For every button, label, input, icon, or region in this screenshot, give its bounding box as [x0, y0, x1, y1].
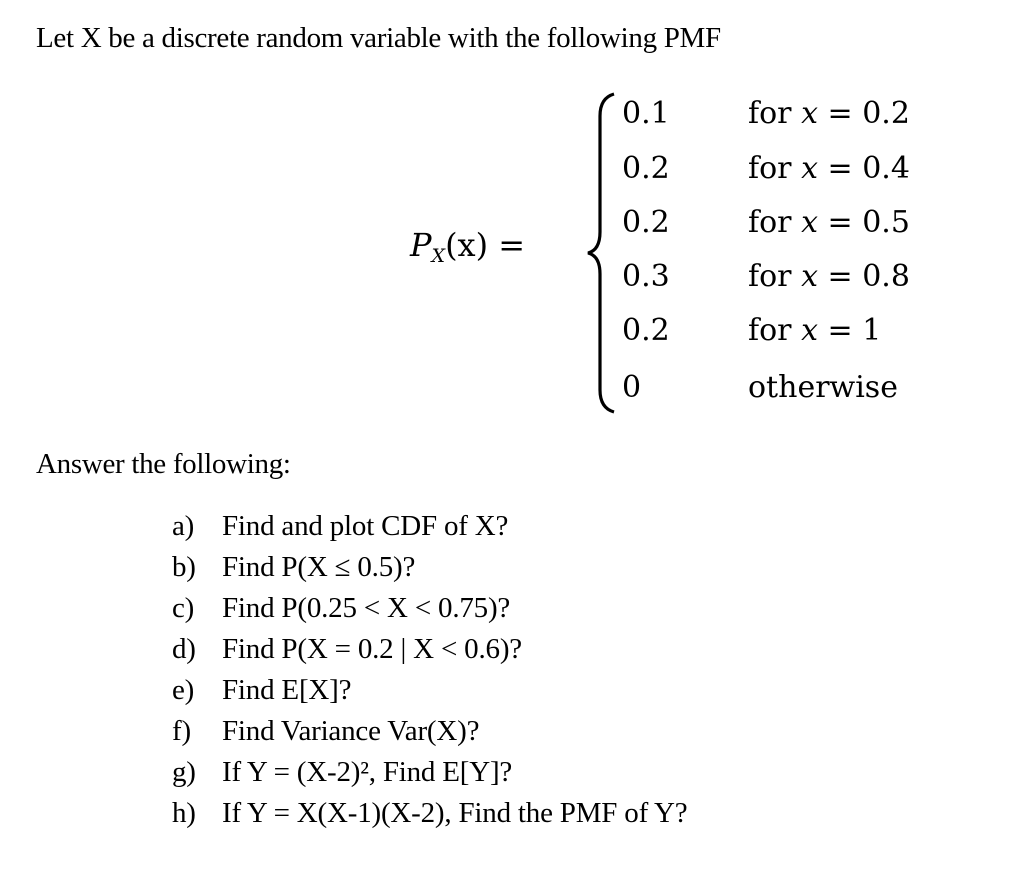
pmf-case-row — [0, 151, 1024, 191]
left-brace — [584, 92, 618, 414]
pmf-symbol: P — [410, 226, 432, 264]
question-text: If Y = (X-2)², Find E[Y]? — [222, 756, 513, 788]
question-letter: a) — [172, 510, 195, 542]
question-letter: h) — [172, 797, 196, 829]
question-letter: d) — [172, 633, 196, 665]
case-condition: for x = 1 — [748, 313, 882, 348]
case-value: 0.2 — [622, 205, 670, 240]
intro-text: Let X be a discrete random variable with the following PMF — [36, 22, 721, 54]
question-letter: c) — [172, 592, 195, 624]
question-letter: b) — [172, 551, 196, 583]
case-value: 0.3 — [622, 259, 670, 294]
pmf-case-row — [0, 205, 1024, 245]
pmf-case-row — [0, 313, 1024, 353]
question-text: Find and plot CDF of X? — [222, 510, 509, 542]
case-condition: for x = 0.5 — [748, 205, 910, 240]
question-text: Find P(X ≤ 0.5)? — [222, 551, 416, 583]
case-value: 0.2 — [622, 313, 670, 348]
pmf-case-row — [0, 259, 1024, 299]
case-condition: otherwise — [748, 370, 898, 405]
question-text: Find P(0.25 < X < 0.75)? — [222, 592, 511, 624]
case-value: 0.2 — [622, 151, 670, 186]
question-text: Find E[X]? — [222, 674, 352, 706]
pmf-argument: (x) = — [445, 226, 526, 264]
pmf-subscript: X — [431, 245, 446, 267]
question-letter: e) — [172, 674, 195, 706]
question-text: Find Variance Var(X)? — [222, 715, 480, 747]
question-text: If Y = X(X-1)(X-2), Find the PMF of Y? — [222, 797, 688, 829]
question-letter: f) — [172, 715, 191, 747]
case-value: 0 — [622, 370, 642, 405]
question-letter: g) — [172, 756, 196, 788]
pmf-case-row — [0, 96, 1024, 136]
case-condition: for x = 0.4 — [748, 151, 910, 186]
case-value: 0.1 — [622, 96, 670, 131]
case-condition: for x = 0.2 — [748, 96, 910, 131]
question-text: Find P(X = 0.2 | X < 0.6)? — [222, 633, 522, 665]
answer-heading: Answer the following: — [36, 448, 291, 480]
case-condition: for x = 0.8 — [748, 259, 910, 294]
pmf-case-row — [0, 370, 1024, 410]
